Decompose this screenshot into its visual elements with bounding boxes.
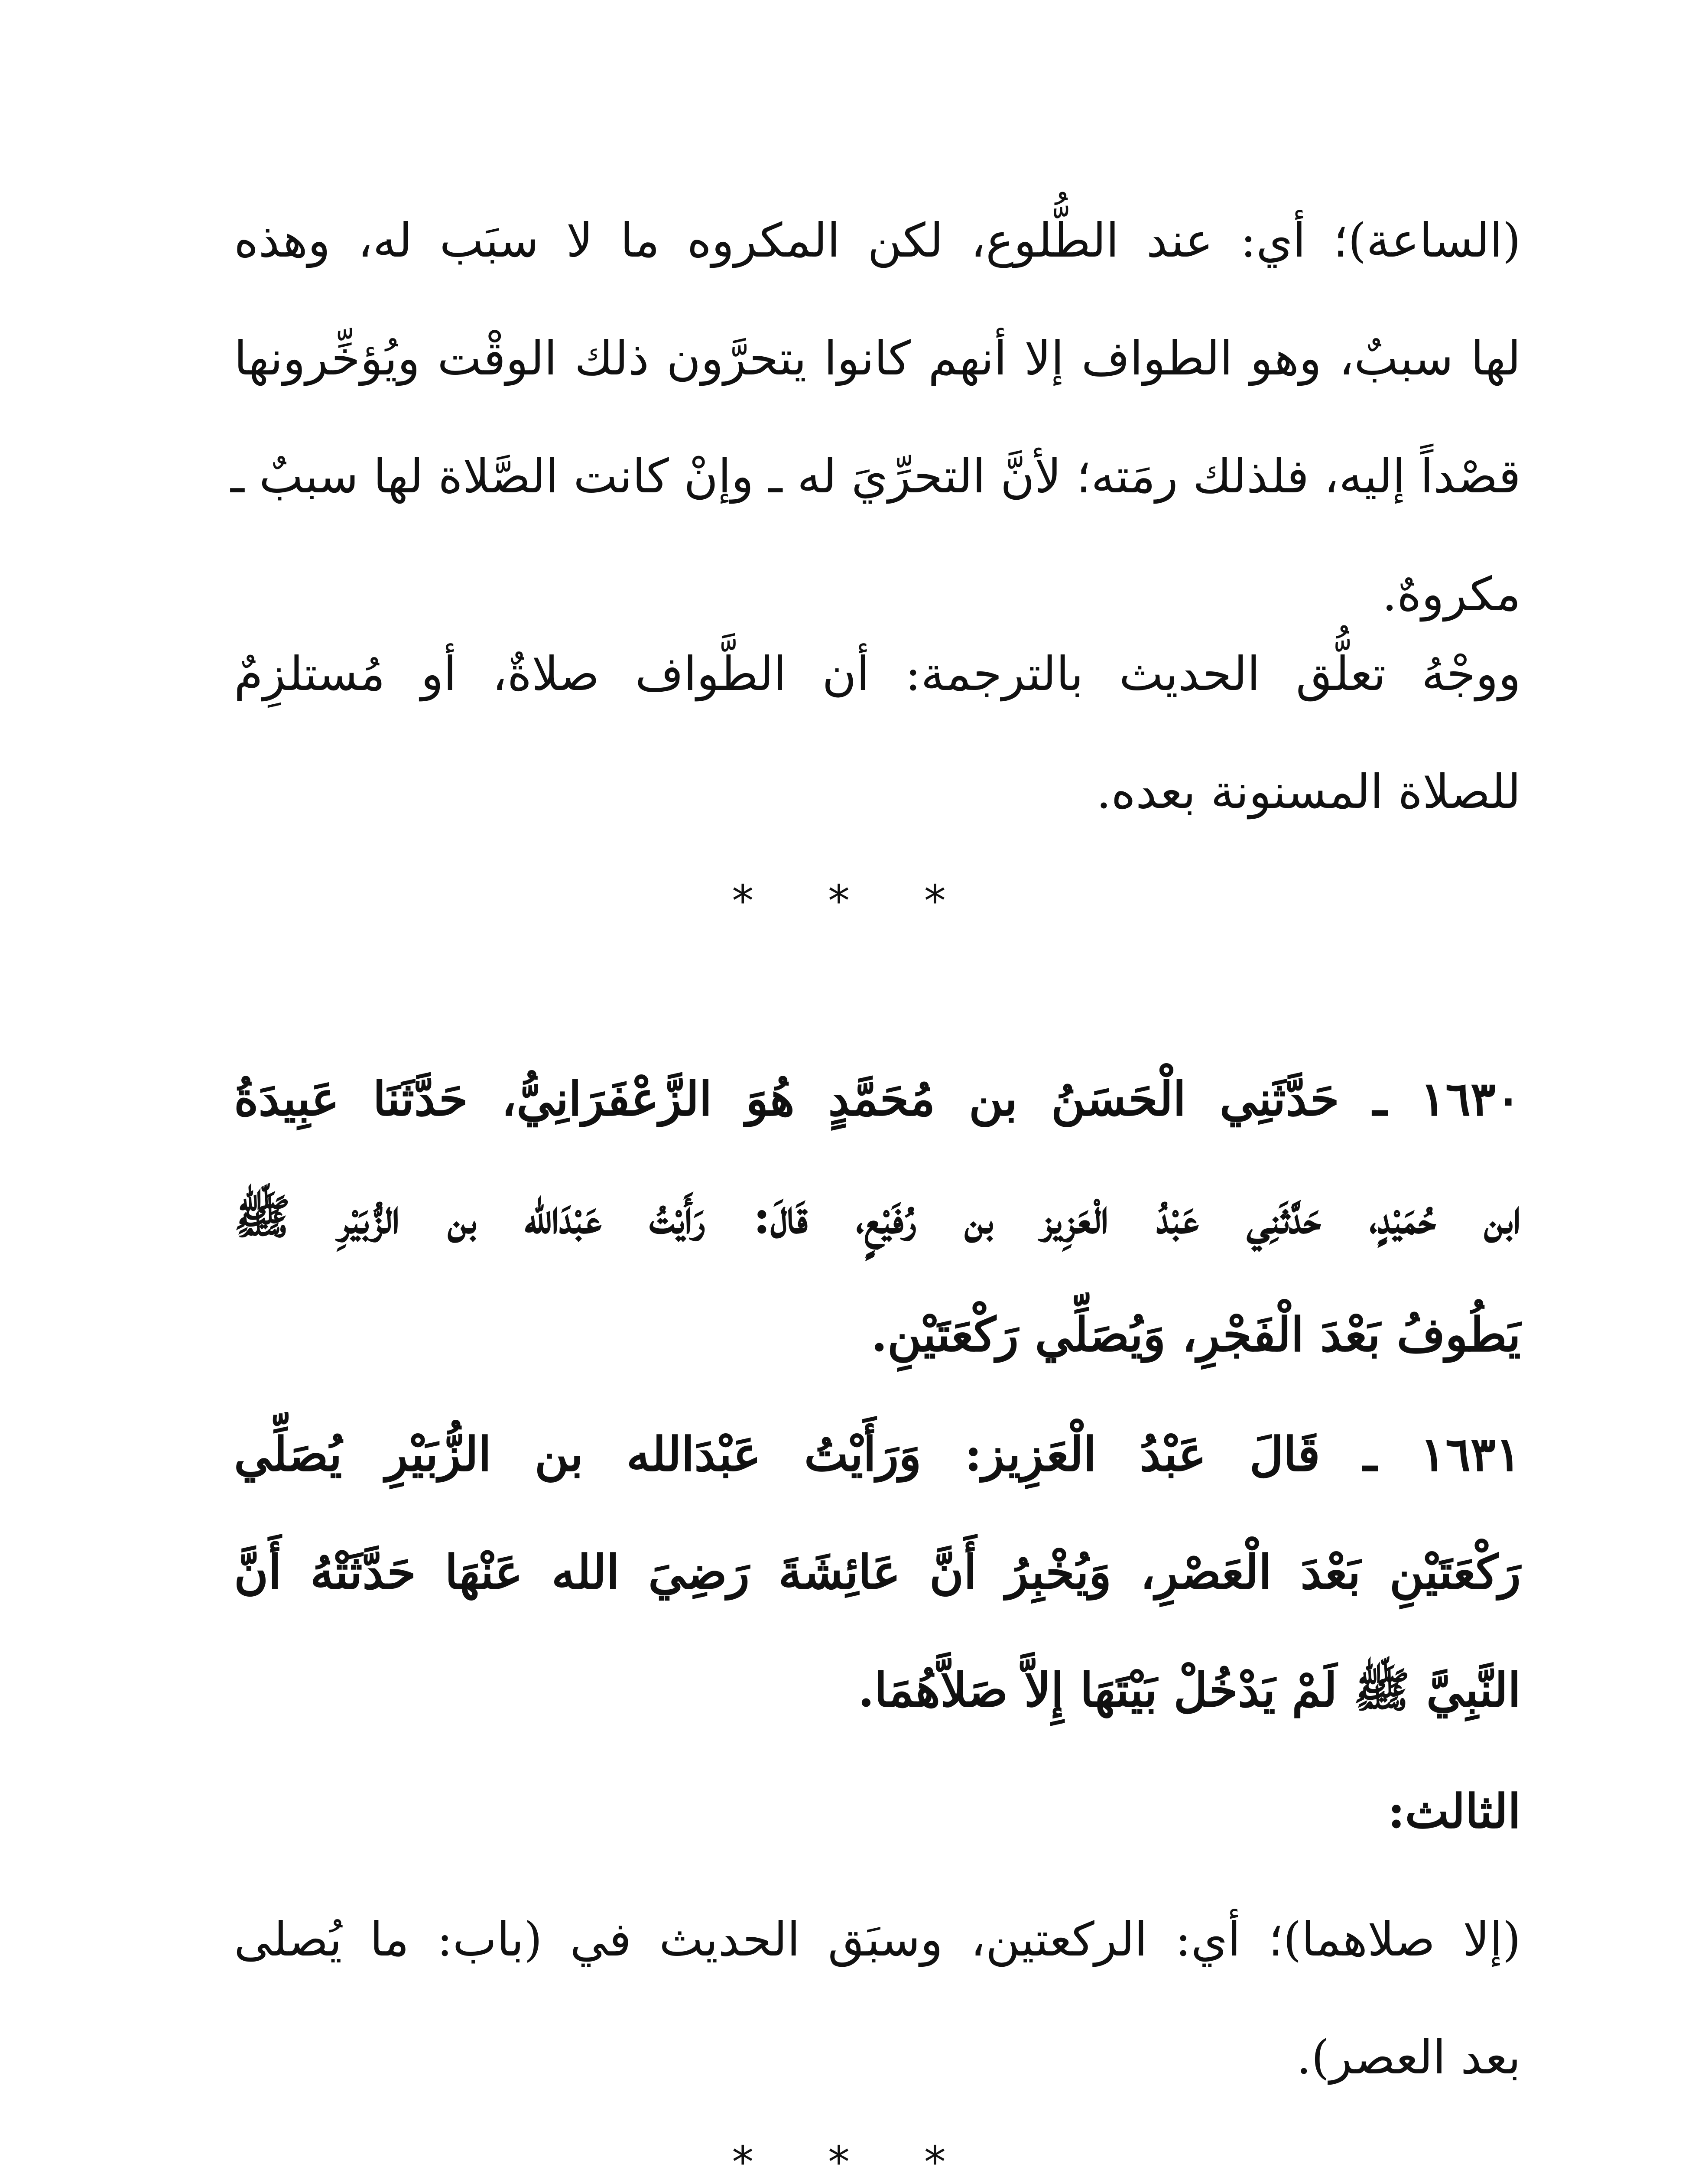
text-line: ١٦٣١ ـ قَالَ عَبْدُ الْعَزِيز: وَرَأَيْتُ عَبْدَالله بن الزُّبَيْرِ يُصَلِّي: [234, 1427, 1521, 1482]
text-line: للصلاة المسنونة بعده.: [1096, 765, 1521, 819]
text-line: النَّبِيَّ ﷺ لَمْ يَدْخُلْ بَيْتَهَا إِلاَّ صَلاَّهُمَا.: [858, 1663, 1521, 1718]
commentary-paragraph-3: [234, 1881, 1521, 2117]
text-line: ابن حُمَيْدٍ، حَدَّثَنِي عَبْدُ الْعَزِيز بن رُفَيْعٍ، قَالَ: رَأَيْتُ عَبْدَالله بن الزُّبَيْرِ ﷺ: [234, 1190, 1521, 1244]
commentary-paragraph-2: [234, 615, 1521, 851]
text-line: رَكْعَتَيْنِ بَعْدَ الْعَصْرِ، وَيُخْبِرُ أَنَّ عَائِشَةَ رَضِيَ الله عَنْهَا حَدَّثَتْهُ أَنَّ: [234, 1545, 1521, 1600]
text-line: ١٦٣٠ ـ حَدَّثَنِي الْحَسَنُ بن مُحَمَّدٍ هُوَ الزَّعْفَرَانِيُّ، حَدَّثَنَا عَبِيدَةُ: [234, 1072, 1521, 1126]
commentary-paragraph-1: [231, 182, 1521, 654]
text-line: لها سببٌ، وهو الطواف إلا أنهم كانوا يتحرَّون ذلك الوقْت ويُؤخِّرونها: [234, 332, 1521, 386]
text-line: قصْداً إليه، فلذلك رمَته؛ لأنَّ التحرِّيَ له ـ وإنْ كانت الصَّلاة لها سببٌ ـ: [231, 449, 1521, 504]
section-separator: * * *: [732, 2137, 976, 2167]
hadith-1631: [234, 1396, 1521, 1749]
text-line: (الساعة)؛ أي: عند الطُّلوع، لكن المكروه ما لا سبَب له، وهذه: [234, 214, 1521, 268]
text-line: بعد العصر).: [1296, 2030, 1521, 2085]
section-separator: * * *: [732, 875, 976, 926]
section-heading-third: الثالث:: [1387, 1784, 1521, 1839]
text-line: يَطُوفُ بَعْدَ الْفَجْرِ، وَيُصَلِّي رَكْعَتَيْنِ.: [871, 1308, 1521, 1362]
hadith-1630: [234, 1040, 1521, 1394]
text-line: مكروهٌ.: [1382, 567, 1521, 621]
text-line: (إلا صلاهما)؛ أي: الركعتين، وسبَق الحديث في (باب: ما يُصلى: [234, 1913, 1521, 1967]
text-line: ووجْهُ تعلُّق الحديث بالترجمة: أن الطَّواف صلاةٌ، أو مُستلزِمٌ: [234, 647, 1521, 701]
